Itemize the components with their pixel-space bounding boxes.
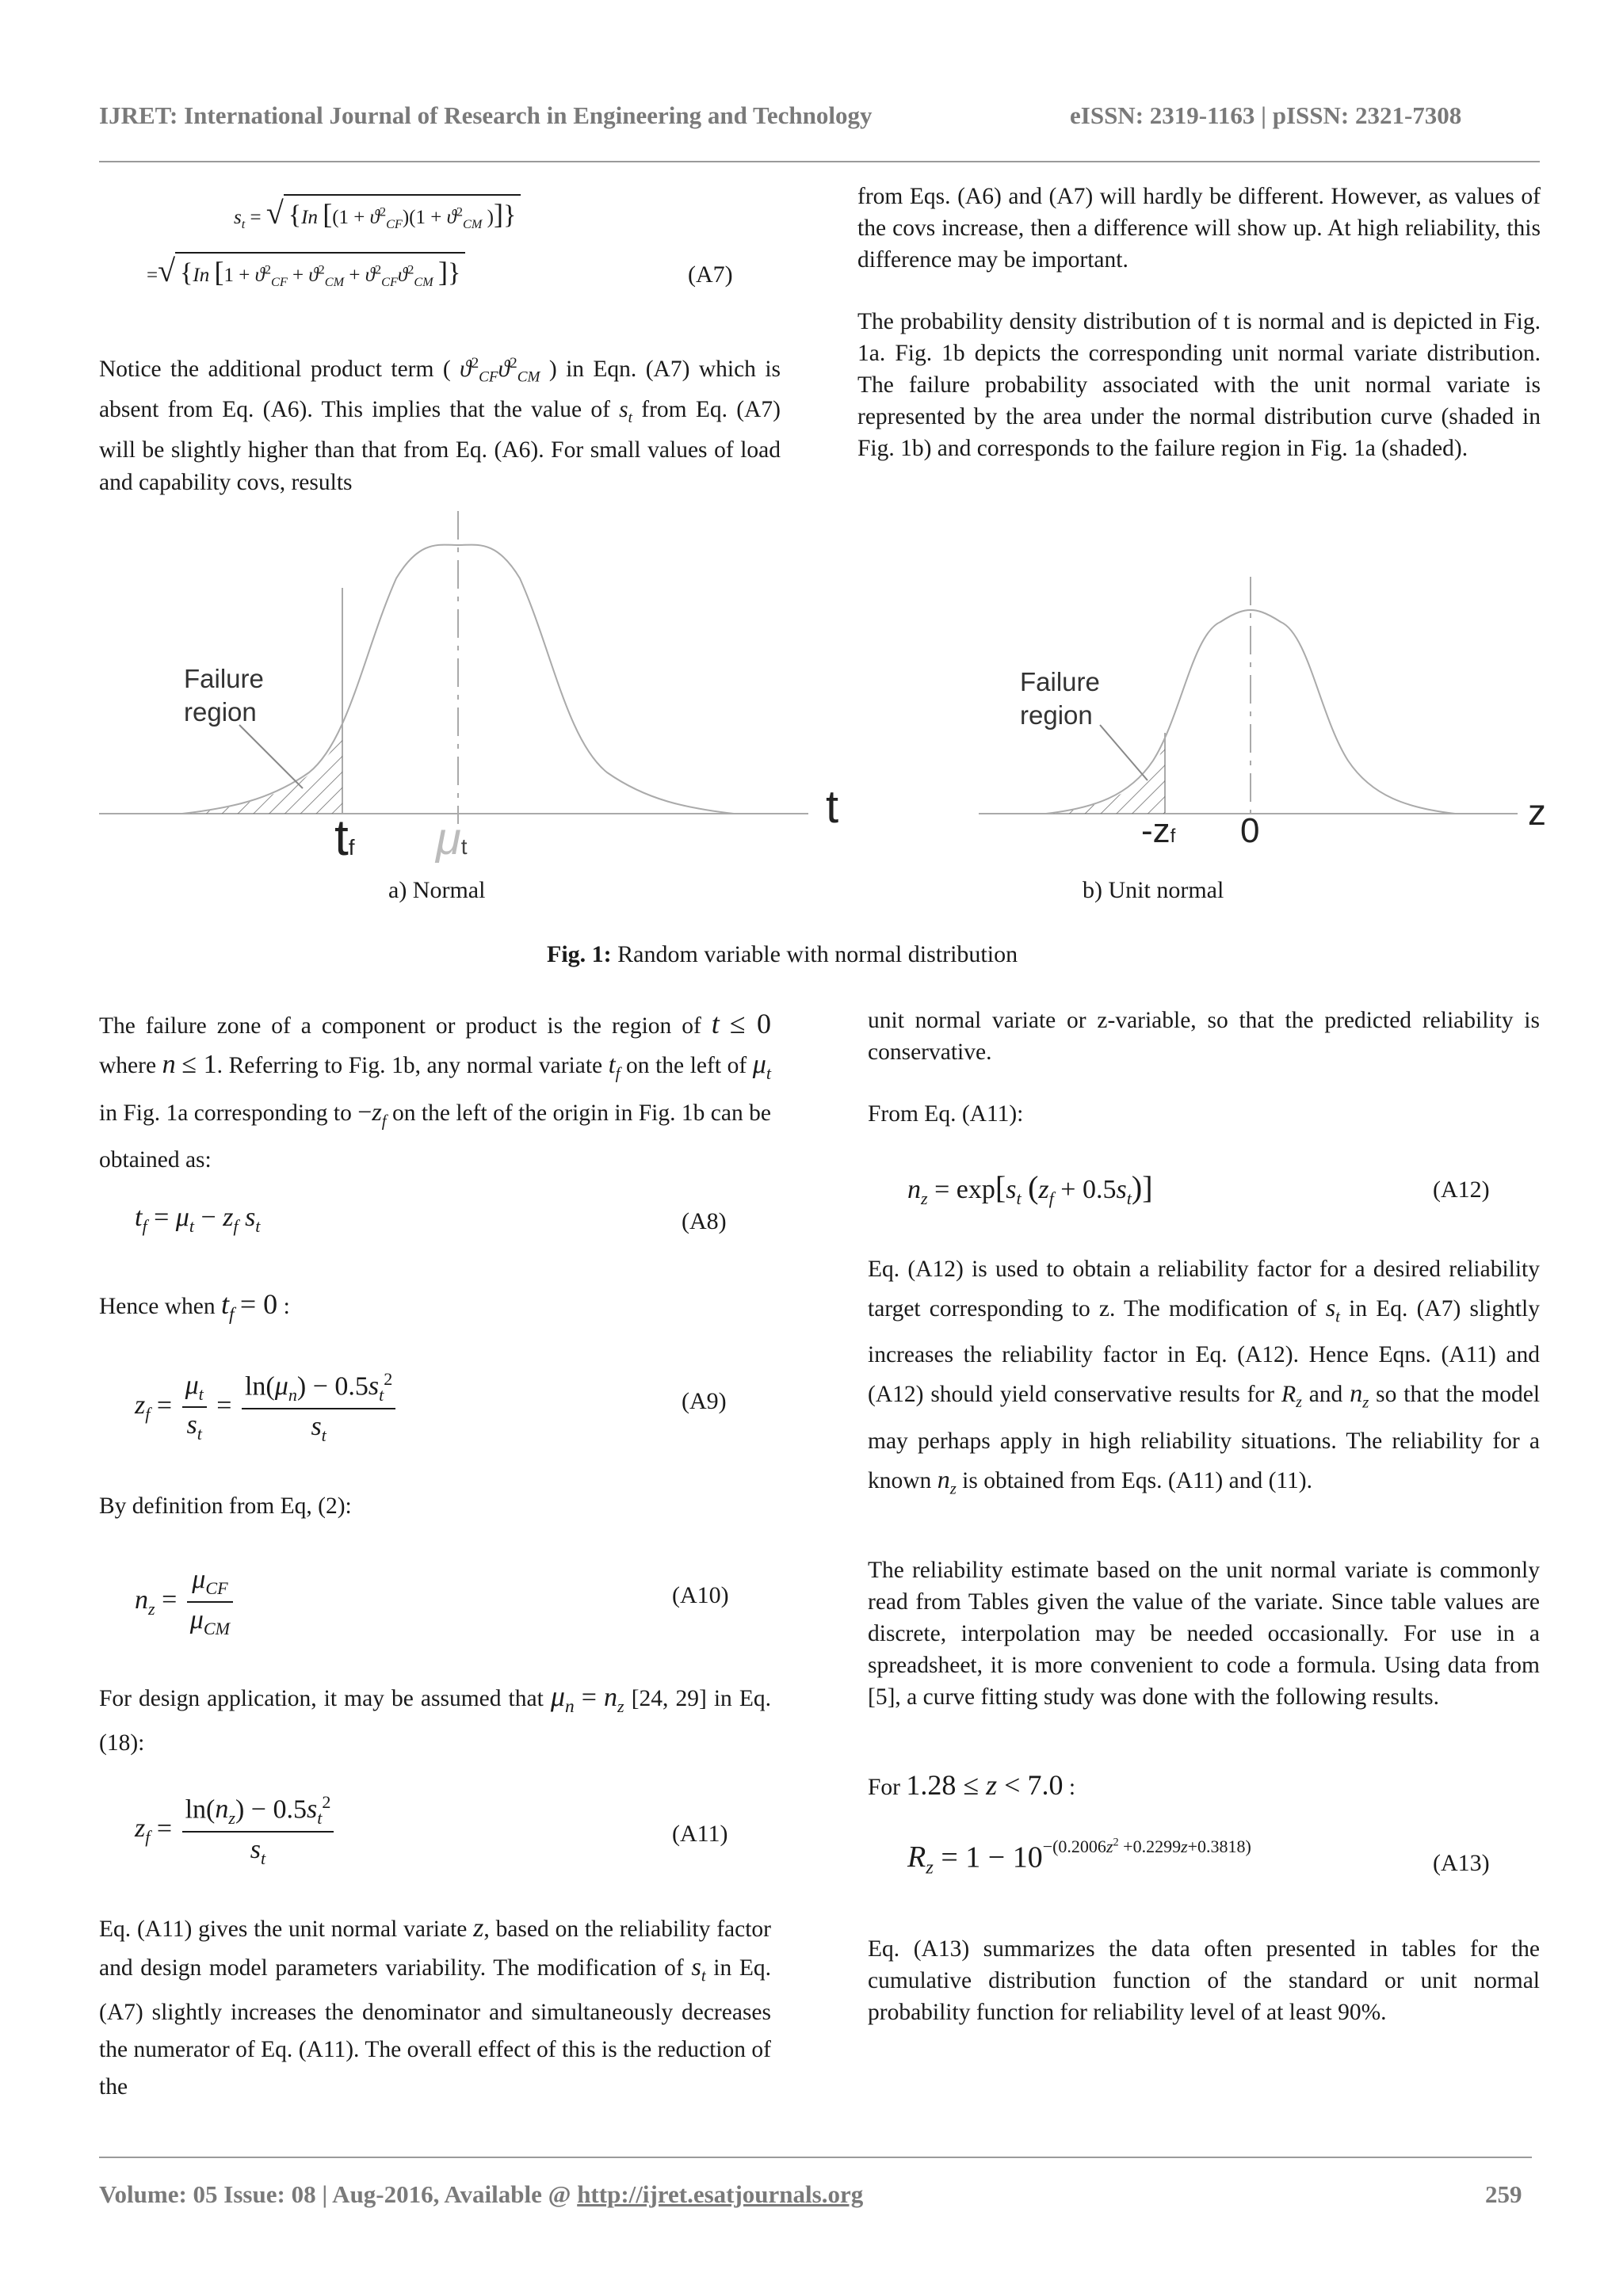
footer-left: Volume: 05 Issue: 08 | Aug-2016, Available @ http://ijret.esatjournals.org [99,2180,864,2208]
eq-a7-line2: =√ {In [$1 + ϑ^2_{CF} + ϑ^2_{CM} + ϑ^2_{CF}ϑ^2_{CM}$ ]} [147,252,465,290]
figure-a-mu-label: μt [436,813,468,864]
journal-link[interactable]: http://ijret.esatjournals.org [577,2180,864,2208]
eq-a11: $z_f$ = $\frac{\ln(n_z) - 0.5s_t^2}{s_t}$ [135,1792,337,1869]
right-bottom-p2: Eq. (A12) is used to obtain a reliability factor for a desired reliability target corresponding to z. The modification of $s_t$ in Eq. (A7) slightly increases the reliability factor in Eq. (A12). Hence Eqns. (A11) and (A12) should yield conservative results for $R_z$ and $n_z$ so that the model may perhaps apply in high reliability situations. The reliability for a known $n_z$ is obtained from Eqs. (A11) and (11). [868,1257,1541,1498]
figure-a-pointer [239,725,303,788]
issn-text: eISSN: 2319-1163 | pISSN: 2321-7308 [1070,101,1462,129]
left-top-paragraph: Notice the additional product term ( $ϑ^2_{CF}ϑ^2_{CM}$ ) in Eqn. (A7) which is absent from Eq. (A6). This implies that the value of $s_t$ from Eq. (A7) will be slightly higher than that from Eq. (A6). For small values of load and capability covs, results [99,355,781,495]
eq-a11-label: (A11) [672,1821,728,1847]
figure-a-failure-area [182,729,342,814]
figure-1-caption: Fig. 1: Random variable with normal distribution [547,941,1018,967]
right-bottom-p4: Eq. (A13) summarizes the data often presented in tables for the cumulative distribution function of the standard or unit normal probability function for reliability level of at least 90%. [868,1936,1540,2025]
right-bottom-p3: The reliability estimate based on the unit normal variate is commonly read from Tables given the value of the variate. Since table values are discrete, interpolation may be needed occasionally. For use in a spreadsheet, it is more convenient to code a formula. Using data from [5], a curve fitting study was done with the following results. [868,1558,1540,1710]
figure-b-zf-label: -zf [1141,811,1176,850]
left-bottom-p1: The failure zone of a component or product is the region of t ≤ 0 where n ≤ 1. Referring to Fig. 1b, any normal variate $t_f$ on the left of $\mu_t$ in Fig. 1a corresponding to $-z_f$ on the left of the origin in Fig. 1b can be obtained as: [99,1008,772,1173]
eq-a9: $z_f$ = $\frac{\mu_t}{s_t}$ = $\frac{\ln(\mu_n) - 0.5s_t^2}{s_t}$ [135,1369,399,1446]
eq-a7-line1: $s_t$ = √ {In [$(1 + ϑ^2_{CF})(1 + ϑ^2_{CM}$ )]} [234,194,521,232]
figure-b-failure-area [1046,741,1165,814]
figure-a-failure-label-1: Failure [184,664,264,693]
by-definition: By definition from Eq, (2): [99,1493,352,1519]
right-top-paragraphs: from Eqs. (A6) and (A7) will hardly be different. However, as values of the covs increase, then a difference will show up. At high reliability, this difference may be important. The probability density distribution of t is normal and is depicted in Fig. 1a. Fig. 1b depicts the corresponding unit normal variate distribution. The failure probability associated with the unit normal variate is represented by the area under the normal distribution curve (shaded in Fig. 1b) and corresponds to the failure region in Fig. 1a (shaded). [857,184,1541,461]
eq-a8-label: (A8) [682,1208,727,1234]
eq-a10: $n_z$ = $\frac{\mu_{CF}}{\mu_{CM}}$ [135,1565,236,1639]
figure-b-failure-label-2: region [1020,700,1093,730]
figure-b-zero-label: 0 [1240,811,1260,850]
for-range: For 1.28 ≤ z < 7.0 : [868,1769,1076,1801]
eq-a13: $R_z = 1 - 10^{-(0.2006z^2 +0.2299z+0.3818)}$ [907,1836,1251,1878]
figure-a-tf-label: tf [334,809,355,866]
eq-a7-label: (A7) [688,261,733,288]
header-rule [99,161,1540,162]
figure-b-failure-label-1: Failure [1020,667,1100,696]
figure-b-pointer [1100,725,1148,780]
figure-b-axis-label: z [1528,791,1546,833]
hence-when: Hence when $t_f = 0$ : [99,1288,290,1325]
page-number: 259 [1485,2180,1522,2208]
eq-a10-label: (A10) [672,1582,729,1608]
from-eq-a11: From Eq. (A11): [868,1101,1024,1127]
figure-a-failure-label-2: region [184,697,257,727]
figure-a-caption: a) Normal [388,877,486,903]
eq-a8: $t_f = \mu_t - z_f$ $s_t$ [135,1203,261,1236]
figure-a-axis-label: t [826,781,839,833]
footer-rule [99,2157,1532,2158]
design-application: For design application, it may be assumed that $\mu_n = n_z$ [24, 29] in Eq. (18): [99,1680,772,1756]
eq-a9-label: (A9) [682,1388,727,1414]
eq-a13-label: (A13) [1433,1850,1490,1876]
eq-a12: $n_z = \exp[s_t$ $(z_f + 0.5s_t)$] [907,1169,1153,1208]
left-bottom-last-paragraph: Eq. (A11) gives the unit normal variate z, based on the reliability factor and design model parameters variability. The modification of $s_t$ in Eq. (A7) slightly increases the denominator and simultaneously decreases the numerator of Eq. (A11). The overall effect of this is the reduction of the [99,1913,772,2100]
journal-title: IJRET: International Journal of Research in Engineering and Technology [99,101,873,129]
right-bottom-p1: unit normal variate or z-variable, so that the predicted reliability is conservative. [868,1008,1540,1065]
figure-b-caption: b) Unit normal [1083,877,1224,903]
eq-a12-label: (A12) [1433,1177,1490,1203]
